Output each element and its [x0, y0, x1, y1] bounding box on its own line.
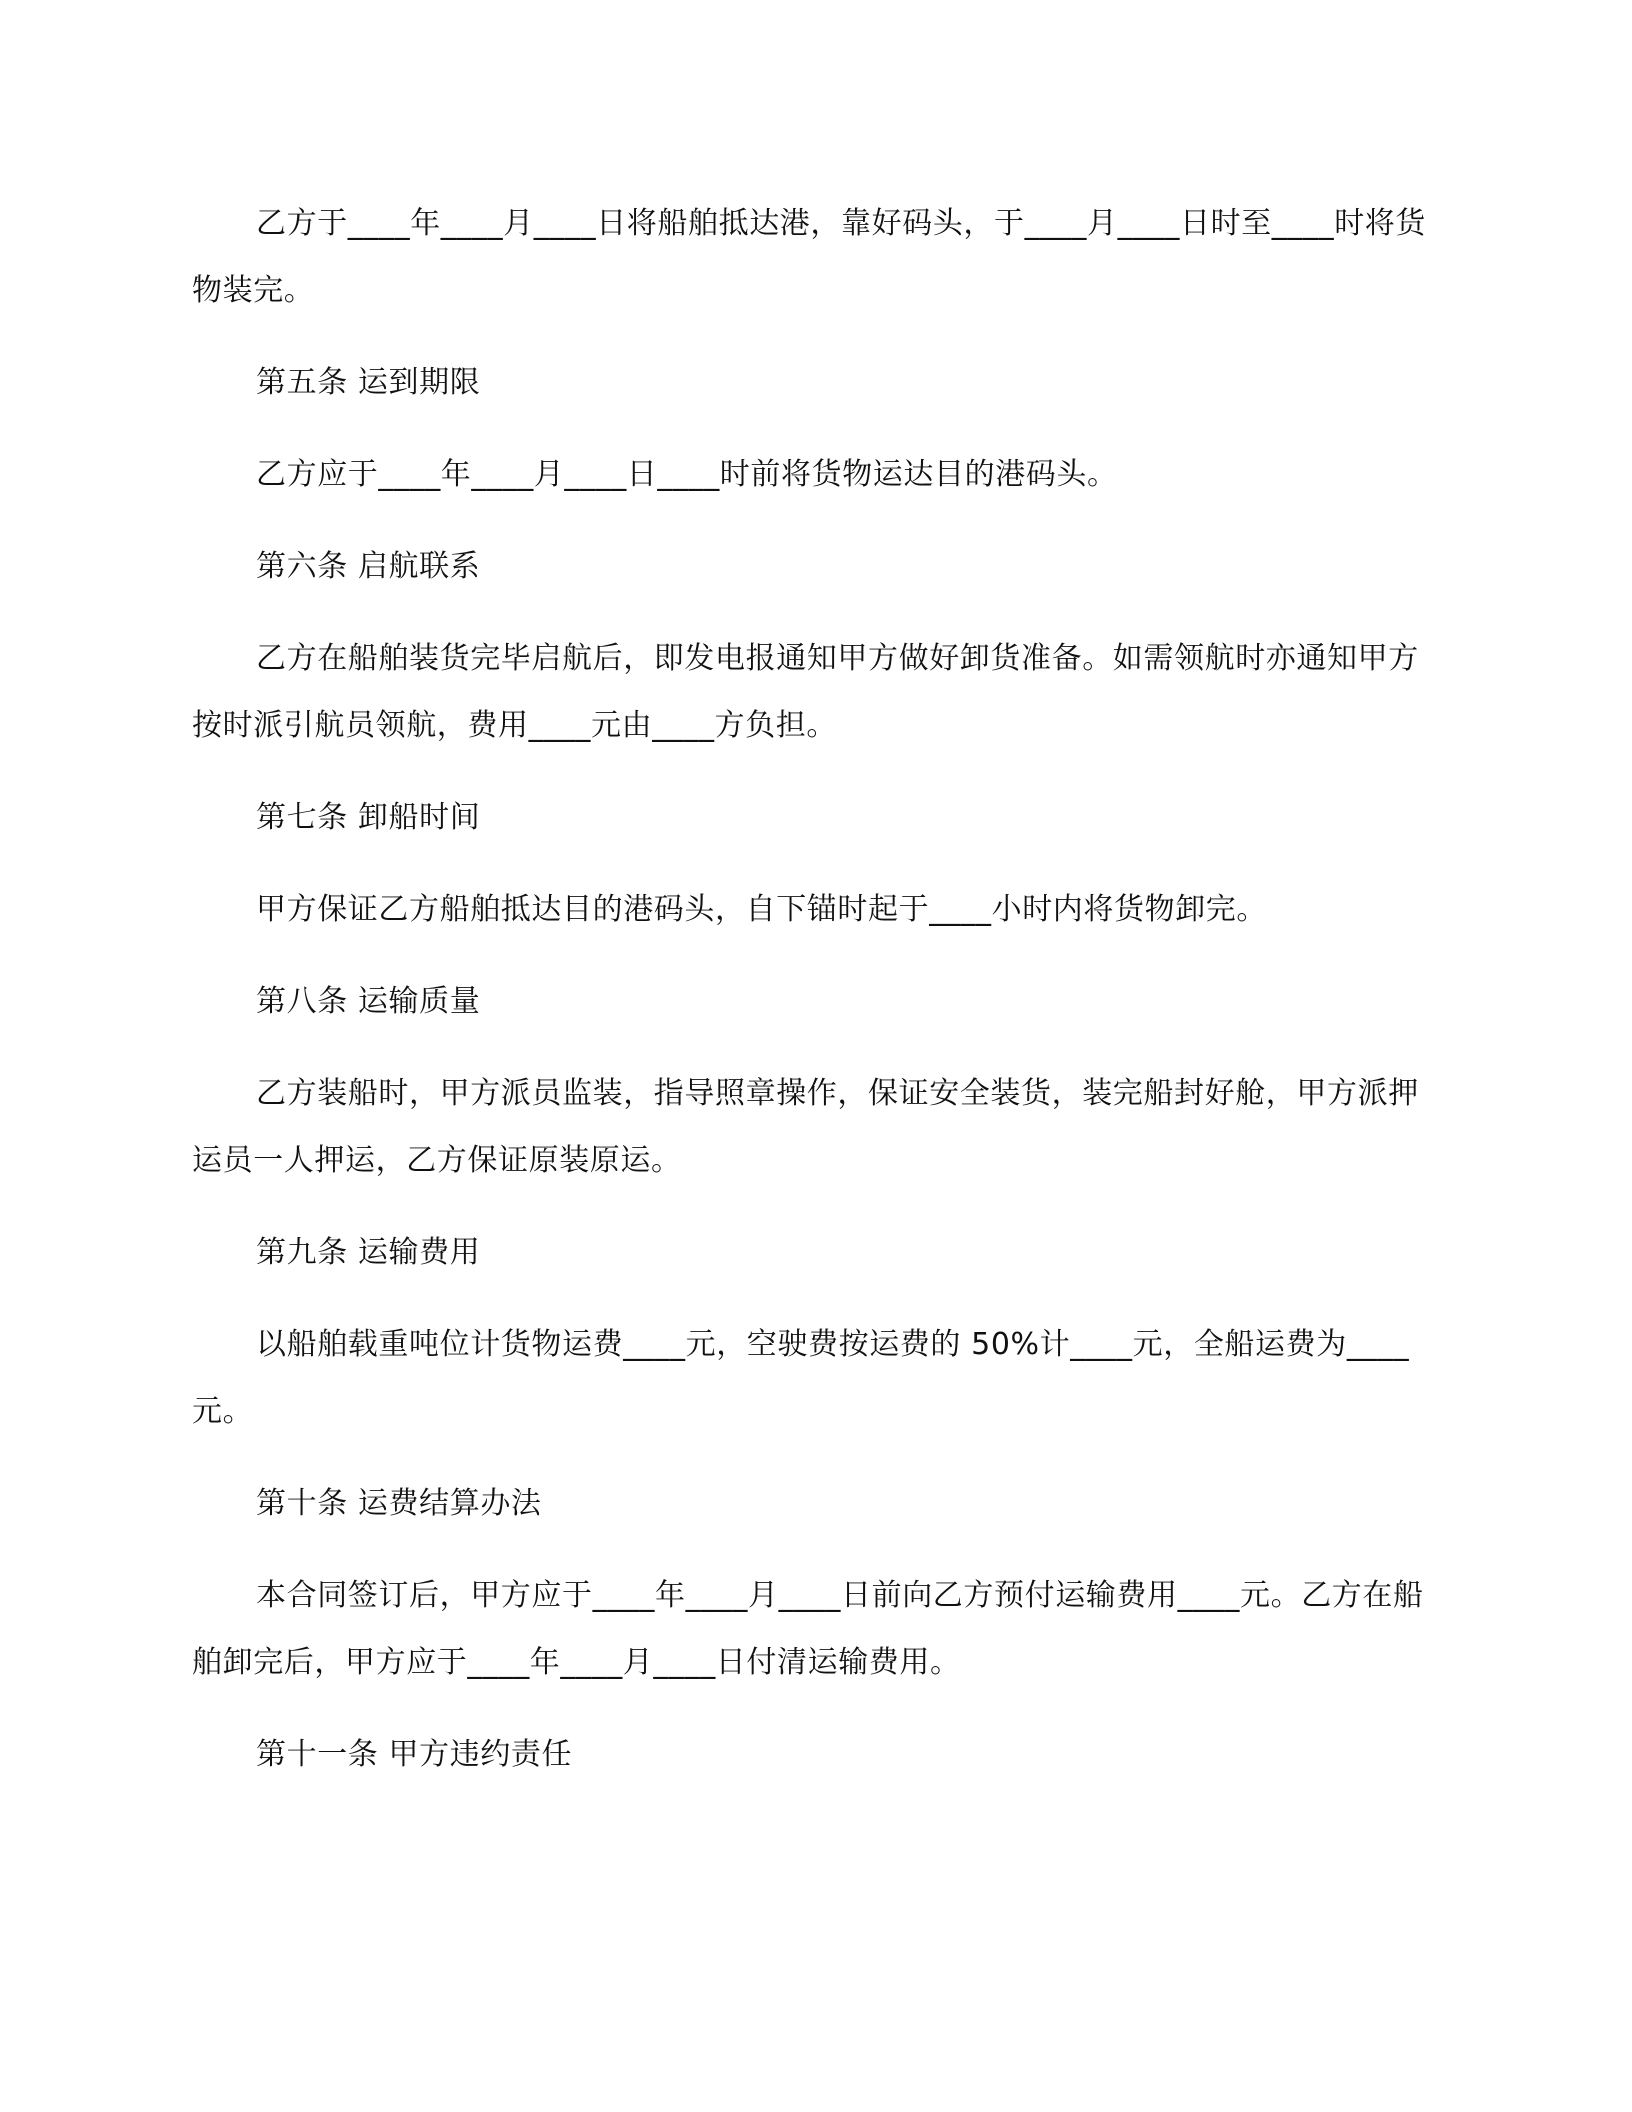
paragraph-transport-quality: 乙方装船时，甲方派员监装，指导照章操作，保证安全装货，装完船封好舱，甲方派押运员一人押运，乙方保证原装原运。 [192, 1076, 1419, 1178]
paragraph-arrival-deadline: 乙方应于____年____月____日____时前将货物运达目的港码头。 [256, 457, 1118, 492]
heading-article-9: 第九条 运输费用 [256, 1235, 481, 1270]
paragraph-unloading-time: 甲方保证乙方船舶抵达目的港码头，自下锚时起于____小时内将货物卸完。 [256, 892, 1267, 927]
heading-article-6: 第六条 启航联系 [256, 549, 481, 584]
heading-article-10: 第十条 运费结算办法 [256, 1486, 542, 1521]
document-body [192, 190, 1442, 1788]
heading-article-7: 第七条 卸船时间 [256, 800, 481, 835]
paragraph-departure-contact: 乙方在船舶装货完毕启航后，即发电报通知甲方做好卸货准备。如需领航时亦通知甲方按时派引航员领航，费用____元由____方负担。 [192, 641, 1419, 743]
paragraph-payment-method: 本合同签订后，甲方应于____年____月____日前向乙方预付运输费用____元。乙方在船舶卸完后，甲方应于____年____月____日付清运输费用。 [192, 1578, 1424, 1680]
heading-article-5: 第五条 运到期限 [256, 365, 481, 400]
heading-article-11: 第十一条 甲方违约责任 [256, 1737, 573, 1772]
paragraph-loading-time: 乙方于____年____月____日将船舶抵达港，靠好码头，于____月____日时至____时将货物装完。 [192, 206, 1426, 308]
heading-article-8: 第八条 运输质量 [256, 984, 481, 1019]
paragraph-transport-cost: 以船舶载重吨位计货物运费____元，空驶费按运费的 50%计____元，全船运费为____元。 [192, 1327, 1410, 1429]
